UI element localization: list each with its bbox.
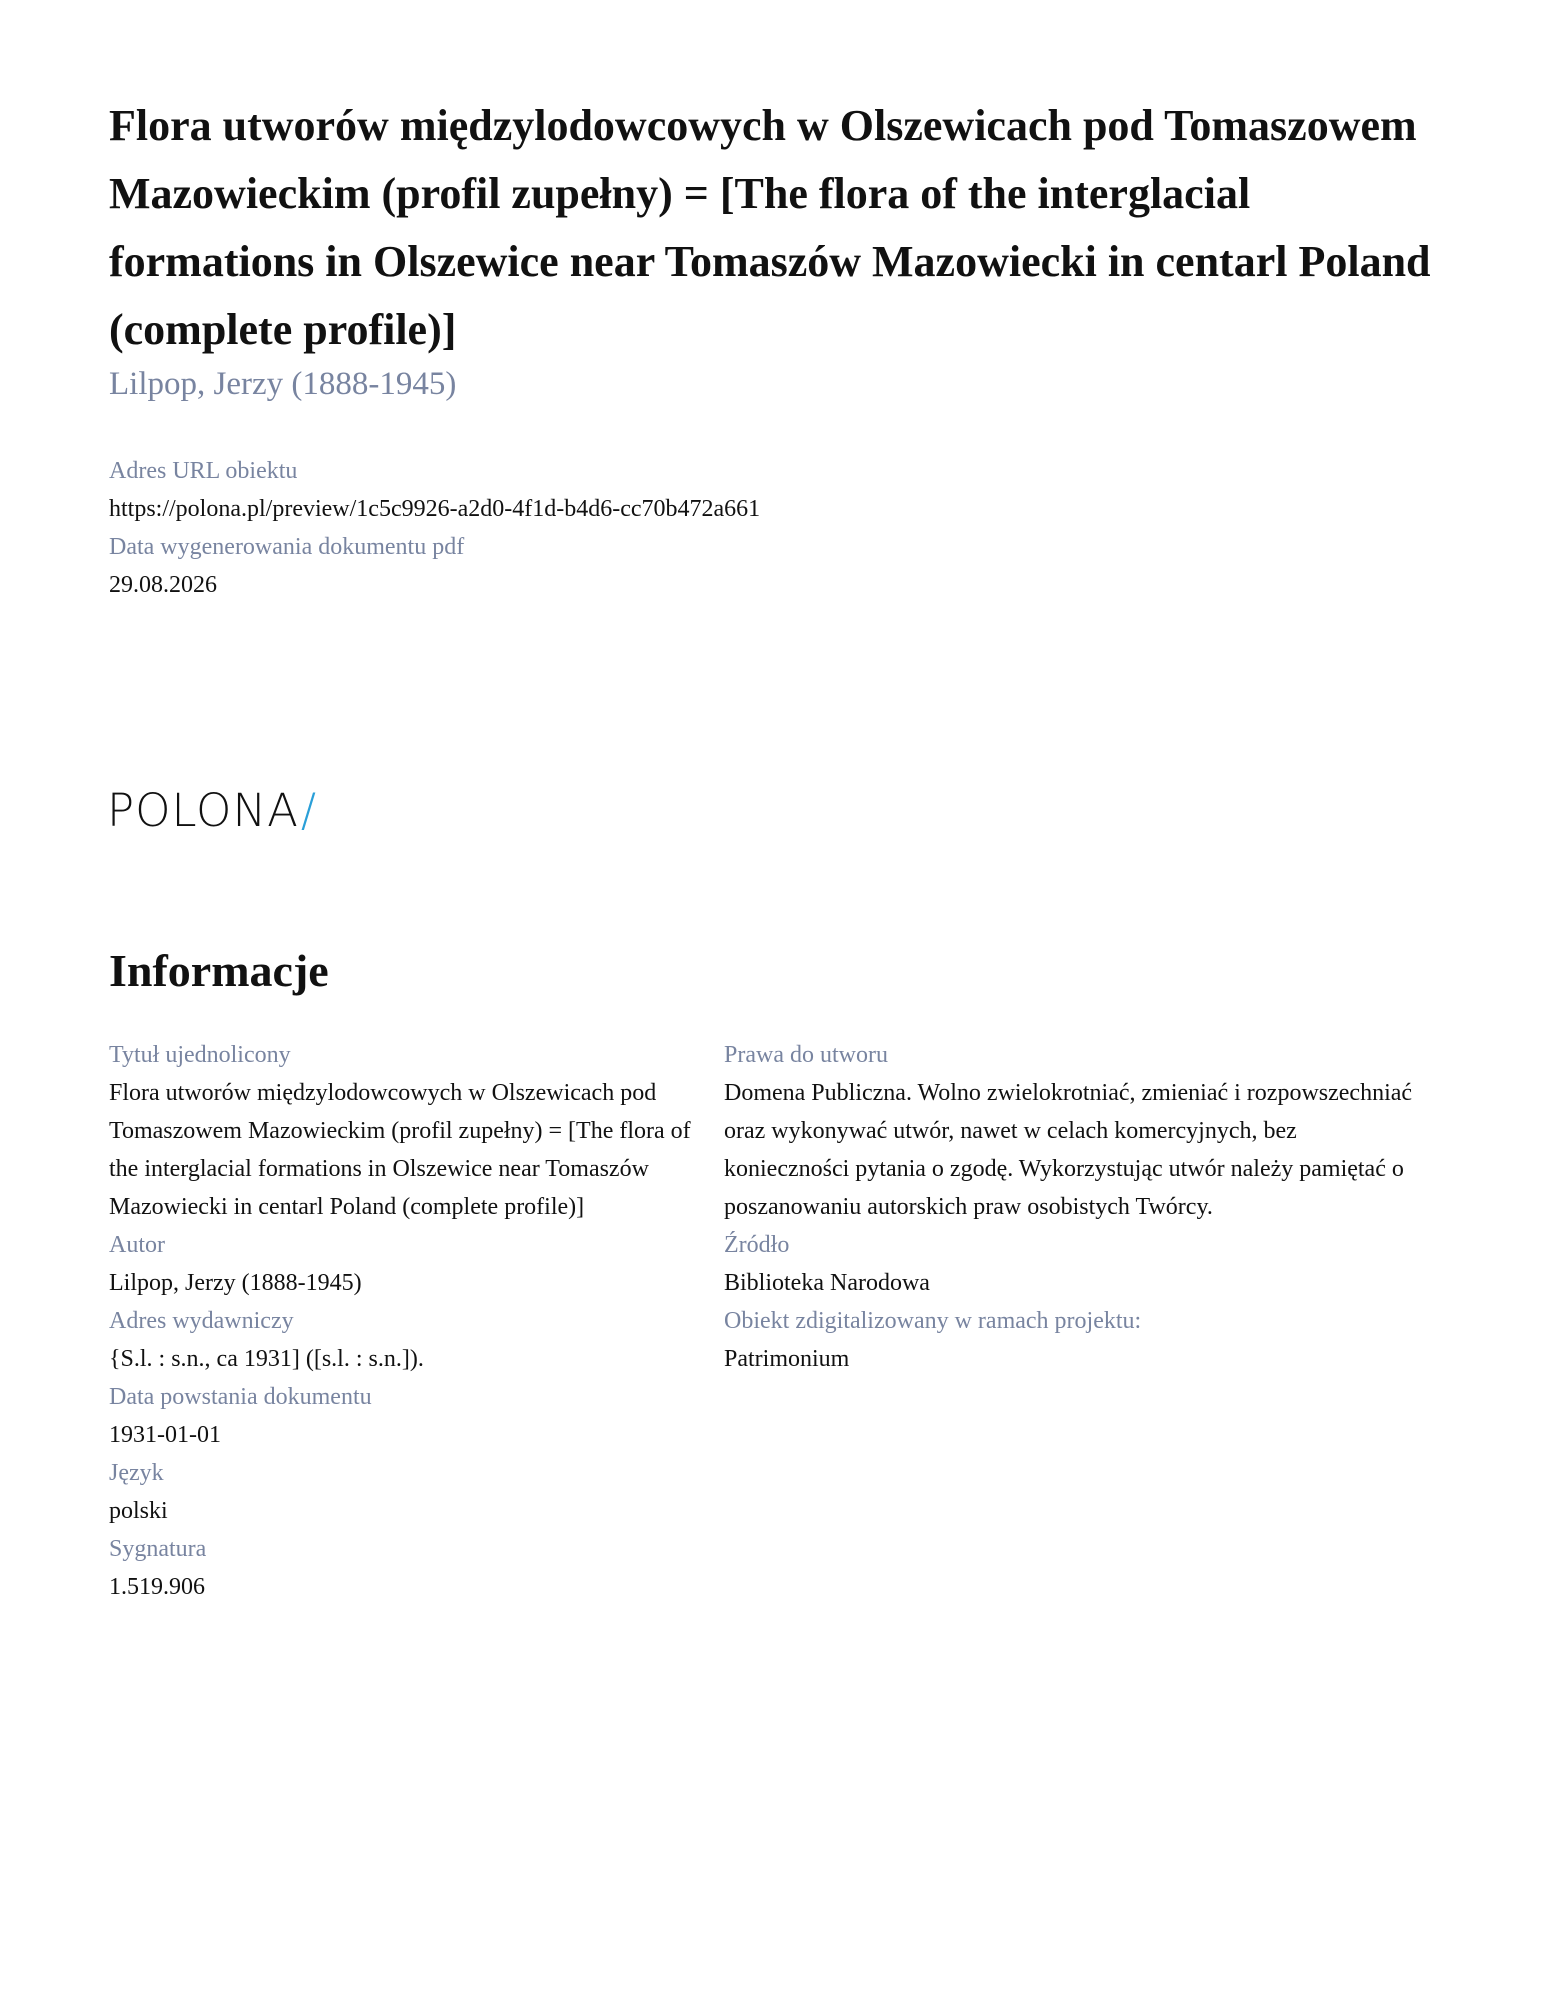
- field-label: Język: [109, 1460, 164, 1486]
- info-column-left: [109, 1036, 699, 1606]
- field-label: Tytuł ujednolicony: [109, 1042, 291, 1068]
- polona-logo: [107, 786, 316, 836]
- logo-slash: /: [300, 784, 317, 837]
- field-value: Domena Publiczna. Wolno zwielokrotniać, zmieniać i rozpowszechniać oraz wykonywać utwór, nawet w celach komercyjnych, bez konieczności pytania o zgodę. Wykorzystując utwór należy pamiętać o poszanowaniu autorskich praw osobistych Twórcy.: [724, 1080, 1413, 1220]
- document-author: Lilpop, Jerzy (1888-1945): [109, 366, 457, 402]
- field-value: polski: [109, 1498, 168, 1524]
- url-value[interactable]: https://polona.pl/preview/1c5c9926-a2d0-4f1d-b4d6-cc70b472a661: [109, 496, 761, 522]
- field-value: 1.519.906: [109, 1574, 205, 1600]
- field-label: Obiekt zdigitalizowany w ramach projektu:: [724, 1308, 1142, 1334]
- info-column-right: [724, 1036, 1424, 1378]
- field-label: Autor: [109, 1232, 165, 1258]
- field-label: Źródło: [724, 1232, 790, 1258]
- field-label: Sygnatura: [109, 1536, 207, 1562]
- field-label: Prawa do utworu: [724, 1042, 888, 1068]
- field-label: Data powstania dokumentu: [109, 1384, 372, 1410]
- document-meta: [109, 452, 1449, 604]
- field-value: 1931-01-01: [109, 1422, 221, 1448]
- field-label: Adres wydawniczy: [109, 1308, 294, 1334]
- field-value: {S.l. : s.n., ca 1931] ([s.l. : s.n.]).: [109, 1346, 424, 1372]
- section-heading-informacje: Informacje: [109, 945, 329, 996]
- generated-date-label: Data wygenerowania dokumentu pdf: [109, 534, 465, 560]
- field-value: Lilpop, Jerzy (1888-1945): [109, 1270, 362, 1296]
- document-header: [109, 92, 1449, 604]
- field-value: Patrimonium: [724, 1346, 850, 1372]
- generated-date-value: 29.08.2026: [109, 572, 217, 598]
- url-label: Adres URL obiektu: [109, 458, 298, 484]
- field-value: Flora utworów międzylodowcowych w Olszewicach pod Tomaszowem Mazowieckim (profil zupełny) = [The flora of the interglacial formations in Olszewice near Tomaszów Mazowiecki in centarl Poland (complete profile)]: [109, 1080, 691, 1220]
- field-value: Biblioteka Narodowa: [724, 1270, 930, 1296]
- logo-text: POLONA: [107, 784, 299, 837]
- document-title: Flora utworów międzylodowcowych w Olszewicach pod Tomaszowem Mazowieckim (profil zupełny) = [The flora of the interglacial formations in Olszewice near Tomaszów Mazowiecki in centarl Poland (complete profile)]: [109, 101, 1431, 354]
